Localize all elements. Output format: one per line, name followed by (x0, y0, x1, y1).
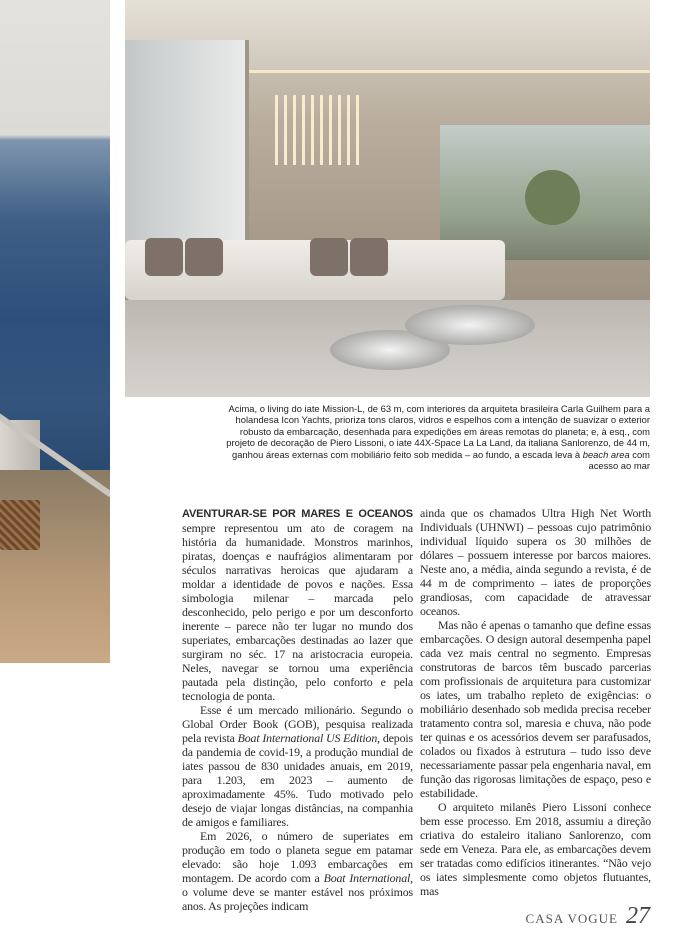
caption-italic: beach area (582, 448, 630, 460)
cushion (350, 238, 388, 276)
wooden-deck (0, 470, 110, 663)
paragraph-text: , o volume deve se manter estável nos próximos anos. As projeções indicam (182, 871, 413, 913)
article-column-2 (420, 506, 651, 898)
page-number: 27 (626, 903, 650, 929)
paragraph (182, 703, 413, 829)
cushion (145, 238, 183, 276)
cushion (185, 238, 223, 276)
publication-name: Boat International US Edition (237, 731, 378, 745)
paragraph (182, 506, 413, 703)
article-column-1 (182, 506, 413, 913)
paragraph-text: Esse é um mercado milionário. Segundo o Global Order Book (GOB), pesquisa realizada pela revista (182, 703, 413, 745)
left-window (125, 40, 249, 250)
paragraph-text: Em 2026, o número de superiates em produção em todo o planeta segue em patamar elevado: são hoje 1.093 embarcações em montagem. De acordo com a (182, 829, 413, 885)
caption-text-end: com acesso ao mar (588, 448, 650, 472)
paragraph-text: sempre representou um ato de coragem na história da humanidade. Monstros marinhos, piratas, doenças e naufrágios alimentaram por séculos narrativas heroicas que ajudaram a moldar a identidade de povos e nações. Essa simbologia milenar – marcada pelo desconhecido, pelo perigo e por um desconforto inerente – parece não ter lugar no mundo dos superiates, embarcações destinadas ao lazer que surgiram no séc. 17 na aristocracia europeia. Neles, navegar se tornou uma experiência pautada pela distinção, pelo conforto e pela tecnologia de ponta. (182, 521, 413, 703)
photo-caption (215, 403, 650, 471)
cushion (310, 238, 348, 276)
paragraph-text: , depois da pandemia de covid-19, a produção mundial de iates passou de 830 unidades anuais, em 2019, para 1.203, em 2023 – aumento de aproximadamente 45%. Tudo motivado pelo desejo de viajar longas distâncias, na companhia de amigos e familiares. (182, 731, 413, 829)
yacht-deck-photo (0, 0, 110, 663)
paragraph: Mas não é apenas o tamanho que define essas embarcações. O design autoral desempenha papel cada vez mais central no segmento. Empresas construtoras de barcos têm buscado parcerias com profissionais de arquitetura para customizar os iates, um trabalho repleto de exigências: o mobiliário desenhado sob medida precisa receber tratamento contra sol, maresia e chuva, não pode ter quinas e os acessórios devem ser parafusados, colados ou fixados à estrutura – tudo isso deve necessariamente passar pela engenharia naval, em função das rigorosas limitações de espaço, peso e estabilidade. (420, 618, 651, 800)
coffee-table (405, 305, 535, 345)
pendant-lights (275, 95, 365, 165)
lead-in: AVENTURAR-SE POR MARES E OCEANOS (182, 508, 413, 520)
magazine-name: CASA VOGUE (525, 911, 618, 926)
deck-chair (0, 500, 40, 550)
paragraph (182, 829, 413, 913)
caption-text: Acima, o living do iate Mission-L, de 63 m, com interiores da arquiteta brasileira Carla Guilhem para a holandesa Icon Yachts, prioriza tons claros, vidros e espelhos com a intenção de suavizar o exterior robusto da embarcação, desenhada para expedições em áreas remotas do planeta; e, à esq., com projeto de decoração de Piero Lissoni, o iate 44X-Space La La Land, da italiana Sanlorenzo, de 44 m, ganhou áreas externas com mobiliário feito sob medida – ao fundo, a escada leva à (226, 403, 650, 460)
yacht-living-room-photo (125, 0, 650, 397)
tree (525, 170, 580, 225)
publication-name: Boat International (323, 871, 411, 885)
paragraph: ainda que os chamados Ultra High Net Worth Individuals (UHNWI) – pessoas cujo patrimônio individual líquido supera os 30 milhões de dólares – possuem interesse por barcos maiores. Neste ano, a média, ainda segundo a revista, é de 44 m de comprimento – iates de proporções grandiosas, com capacidade de atravessar oceanos. (420, 506, 651, 618)
paragraph: O arquiteto milanês Piero Lissoni conhece bem esse processo. Em 2018, assumiu a direção criativa do estaleiro italiano Sanlorenzo, com sede em Veneza. Para ele, as embarcações devem ser tratadas como edifícios itinerantes. “Não vejo os iates simplesmente como objetos flutuantes, mas (420, 800, 651, 898)
page-footer (526, 902, 650, 933)
